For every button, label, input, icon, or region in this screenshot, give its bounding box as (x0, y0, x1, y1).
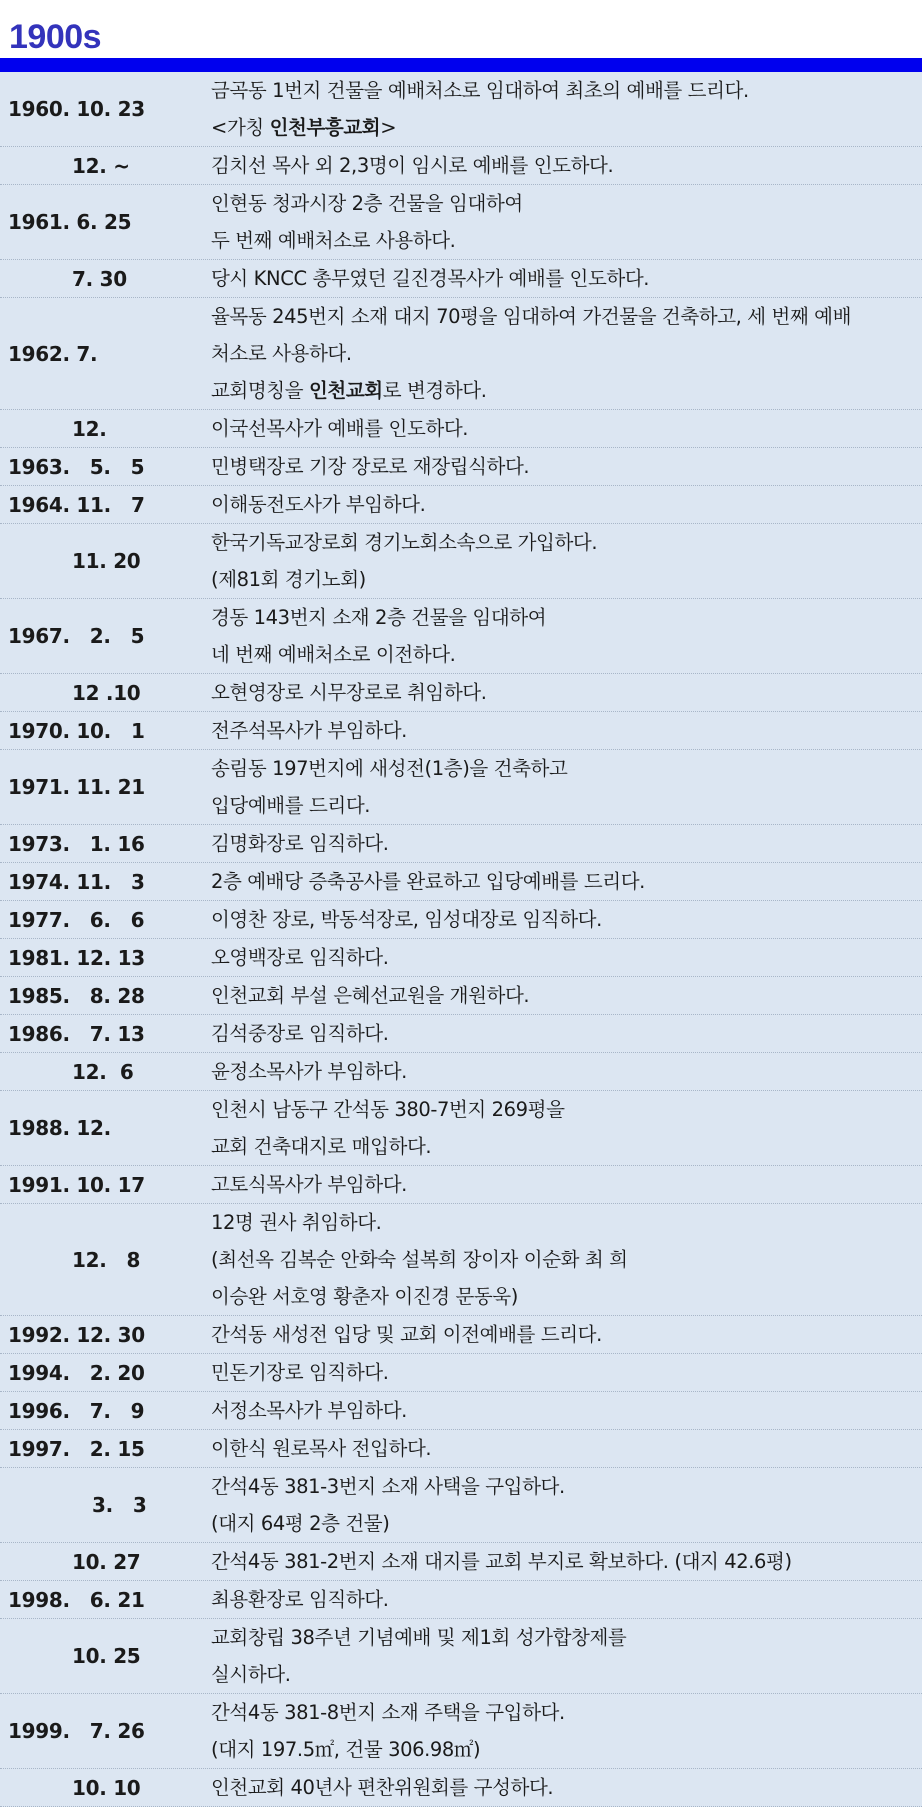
line-text: 최용환장로 임직하다. (211, 1588, 389, 1611)
timeline-row (0, 825, 922, 863)
line-text: 간석4동 381-8번지 소재 주택을 구입하다. (211, 1701, 565, 1724)
line-text: (최선옥 김복순 안화숙 설복희 장이자 이순화 최 희 (211, 1248, 628, 1271)
entry-date: 1961. 6. 25 (8, 210, 132, 234)
timeline-row (0, 901, 922, 939)
timeline-row (0, 1543, 922, 1581)
timeline-row (0, 1392, 922, 1430)
entry-date: 1997. 2. 15 (8, 1436, 145, 1461)
line-text: 인천시 남동구 간석동 380-7번지 269평을 (211, 1098, 565, 1121)
entry-description (211, 1581, 922, 1618)
timeline-row (0, 1091, 922, 1166)
entry-description (211, 1543, 922, 1580)
entry-line (211, 1354, 916, 1391)
timeline-row (0, 260, 922, 298)
entry-date: 10. 27 (72, 1549, 141, 1574)
line-text: 김석중장로 임직하다. (211, 1022, 389, 1045)
title-rule (0, 58, 922, 72)
entry-description (211, 1430, 922, 1467)
entry-date: 12 .10 (72, 680, 141, 705)
entry-date: 12. 8 (72, 1247, 141, 1272)
timeline-row (0, 410, 922, 448)
entry-description (211, 448, 922, 485)
line-text: 교회 건축대지로 매입하다. (211, 1135, 432, 1158)
entry-line (211, 1166, 916, 1203)
timeline-row (0, 1316, 922, 1354)
entry-date: 12. ~ (72, 153, 130, 178)
entry-line (211, 863, 916, 900)
entry-description (211, 147, 922, 184)
line-text: 민돈기장로 임직하다. (211, 1361, 389, 1384)
timeline-row (0, 1769, 922, 1807)
entry-line (211, 1015, 916, 1052)
entry-date: 1988. 12. (8, 1116, 111, 1140)
timeline-row (0, 674, 922, 712)
line-text: 이해동전도사가 부임하다. (211, 493, 426, 516)
line-text: 간석4동 381-3번지 소재 사택을 구입하다. (211, 1475, 565, 1498)
entry-date: 12. (72, 416, 107, 441)
entry-date: 10. 10 (72, 1775, 141, 1800)
entry-line (211, 372, 916, 409)
timeline-row (0, 1619, 922, 1694)
entry-description (211, 185, 922, 259)
entry-date: 1964. 11. 7 (8, 492, 145, 517)
entry-date: 10. 25 (72, 1644, 141, 1668)
entry-line (211, 1316, 916, 1353)
line-text: 한국기독교장로회 경기노회소속으로 가입하다. (211, 531, 598, 554)
emphasized-name: 인천부흥교회 (269, 116, 381, 139)
entry-line (211, 1731, 916, 1768)
line-text: 이한식 원로목사 전입하다. (211, 1437, 432, 1460)
entry-description (211, 1354, 922, 1391)
entry-date: 1963. 5. 5 (8, 454, 145, 479)
timeline-row (0, 298, 922, 410)
timeline-row (0, 524, 922, 599)
emphasized-name: 인천교회 (308, 379, 383, 402)
entry-description (211, 1316, 922, 1353)
entry-line (211, 787, 916, 824)
entry-description (211, 750, 922, 824)
line-text: 교회명칭을 (211, 379, 309, 402)
entry-date: 1992. 12. 30 (8, 1322, 145, 1347)
timeline-row (0, 147, 922, 185)
line-text: 전주석목사가 부임하다. (211, 719, 407, 742)
line-text: 윤정소목사가 부임하다. (211, 1060, 407, 1083)
entry-description (211, 260, 922, 297)
line-text: 이승완 서호영 황춘자 이진경 문동욱) (211, 1285, 518, 1308)
line-text: 김명화장로 임직하다. (211, 832, 389, 855)
line-text: 2층 예배당 증축공사를 완료하고 입당예배를 드리다. (211, 870, 645, 893)
entry-description (211, 1619, 922, 1693)
line-text: 고토식목사가 부임하다. (211, 1173, 407, 1196)
entry-description (211, 1053, 922, 1090)
timeline-list (0, 72, 922, 1807)
entry-date: 1999. 7. 26 (8, 1719, 145, 1743)
line-text: 입당예배를 드리다. (211, 794, 371, 817)
entry-date: 7. 30 (72, 266, 127, 291)
entry-line (211, 147, 916, 184)
line-text: (대지 197.5㎡, 건물 306.98㎡) (211, 1738, 481, 1761)
line-text: 처소로 사용하다. (211, 342, 352, 365)
entry-description (211, 486, 922, 523)
entry-description (211, 901, 922, 938)
line-text: 네 번째 예배처소로 이전하다. (211, 643, 456, 666)
timeline-row (0, 750, 922, 825)
entry-line (211, 448, 916, 485)
line-text: 12명 권사 취임하다. (211, 1211, 382, 1234)
line-text: 당시 KNCC 총무였던 길진경목사가 예배를 인도하다. (211, 267, 650, 290)
entry-line (211, 750, 916, 787)
entry-description (211, 1392, 922, 1429)
entry-line (211, 1241, 916, 1278)
entry-date: 1960. 10. 23 (8, 97, 145, 121)
entry-date: 1991. 10. 17 (8, 1172, 145, 1197)
timeline-row (0, 1581, 922, 1619)
entry-date: 1996. 7. 9 (8, 1398, 145, 1423)
entry-description (211, 674, 922, 711)
line-text: 로 변경하다. (382, 379, 487, 402)
entry-line (211, 486, 916, 523)
entry-description (211, 1204, 922, 1315)
entry-description (211, 1468, 922, 1542)
line-text: 실시하다. (211, 1663, 291, 1686)
entry-date: 1967. 2. 5 (8, 624, 145, 648)
line-text: 두 번째 예배처소로 사용하다. (211, 229, 456, 252)
entry-line (211, 72, 916, 109)
entry-line (211, 109, 916, 146)
line-text: > (380, 116, 397, 139)
entry-date: 3. 3 (72, 1493, 147, 1517)
entry-line (211, 599, 916, 636)
entry-line (211, 1543, 916, 1580)
entry-description (211, 1769, 922, 1806)
line-text: 오현영장로 시무장로로 취임하다. (211, 681, 487, 704)
line-text: <가칭 (211, 116, 270, 139)
timeline-row (0, 1166, 922, 1204)
entry-description (211, 977, 922, 1014)
entry-line (211, 222, 916, 259)
entry-description (211, 1694, 922, 1768)
entry-line (211, 1053, 916, 1090)
entry-date: 1962. 7. (8, 341, 98, 366)
entry-date: 1974. 11. 3 (8, 869, 145, 894)
entry-line (211, 260, 916, 297)
entry-line (211, 410, 916, 447)
entry-line (211, 674, 916, 711)
timeline-row (0, 863, 922, 901)
entry-line (211, 977, 916, 1014)
timeline-row (0, 939, 922, 977)
line-text: 교회창립 38주년 기념예배 및 제1회 성가합창제를 (211, 1626, 627, 1649)
timeline-row (0, 977, 922, 1015)
entry-date: 1986. 7. 13 (8, 1021, 145, 1046)
entry-date: 1998. 6. 21 (8, 1587, 145, 1612)
entry-date: 1994. 2. 20 (8, 1360, 145, 1385)
entry-line (211, 1278, 916, 1315)
entry-line (211, 335, 916, 372)
entry-line (211, 1619, 916, 1656)
entry-line (211, 1091, 916, 1128)
entry-line (211, 524, 916, 561)
line-text: (제81회 경기노회) (211, 568, 366, 591)
timeline-row (0, 448, 922, 486)
entry-date: 1985. 8. 28 (8, 983, 145, 1008)
entry-line (211, 1128, 916, 1165)
entry-date: 12. 6 (72, 1059, 134, 1084)
timeline-row (0, 1430, 922, 1468)
line-text: (대지 64평 2층 건물) (211, 1512, 390, 1535)
line-text: 경동 143번지 소재 2층 건물을 임대하여 (211, 606, 547, 629)
line-text: 금곡동 1번지 건물을 예배처소로 임대하여 최초의 예배를 드리다. (211, 79, 749, 102)
entry-line (211, 1204, 916, 1241)
entry-description (211, 524, 922, 598)
entry-description (211, 939, 922, 976)
timeline-row (0, 1468, 922, 1543)
entry-line (211, 825, 916, 862)
entry-description (211, 1166, 922, 1203)
entry-description (211, 1091, 922, 1165)
entry-date: 1977. 6. 6 (8, 907, 145, 932)
timeline-row (0, 486, 922, 524)
entry-date: 1981. 12. 13 (8, 945, 145, 970)
line-text: 간석동 새성전 입당 및 교회 이전예배를 드리다. (211, 1323, 602, 1346)
timeline-row (0, 599, 922, 674)
entry-description (211, 298, 922, 409)
entry-line (211, 712, 916, 749)
entry-line (211, 185, 916, 222)
entry-line (211, 1505, 916, 1542)
line-text: 간석4동 381-2번지 소재 대지를 교회 부지로 확보하다. (대지 42.6평) (211, 1550, 792, 1573)
line-text: 서정소목사가 부임하다. (211, 1399, 407, 1422)
timeline-row (0, 72, 922, 147)
page-title: 1900s (9, 18, 102, 56)
timeline-row (0, 1015, 922, 1053)
entry-date: 1970. 10. 1 (8, 718, 145, 743)
entry-description (211, 863, 922, 900)
line-text: 오영백장로 임직하다. (211, 946, 389, 969)
line-text: 이영찬 장로, 박동석장로, 임성대장로 임직하다. (211, 908, 602, 931)
line-text: 인천교회 부설 은혜선교원을 개원하다. (211, 984, 530, 1007)
timeline-row (0, 1694, 922, 1769)
entry-line (211, 1468, 916, 1505)
entry-date: 1971. 11. 21 (8, 775, 145, 799)
entry-line (211, 298, 916, 335)
line-text: 김치선 목사 외 2,3명이 임시로 예배를 인도하다. (211, 154, 614, 177)
line-text: 율목동 245번지 소재 대지 70평을 임대하여 가건물을 건축하고, 세 번째 예배 (211, 305, 852, 328)
timeline-row (0, 1354, 922, 1392)
entry-description (211, 599, 922, 673)
entry-line (211, 1769, 916, 1806)
entry-description (211, 72, 922, 146)
entry-line (211, 939, 916, 976)
entry-description (211, 825, 922, 862)
line-text: 인천교회 40년사 편찬위원회를 구성하다. (211, 1776, 554, 1799)
entry-description (211, 410, 922, 447)
entry-line (211, 1656, 916, 1693)
entry-line (211, 1430, 916, 1467)
entry-line (211, 1694, 916, 1731)
timeline-row (0, 1053, 922, 1091)
timeline-row (0, 185, 922, 260)
line-text: 인현동 청과시장 2층 건물을 임대하여 (211, 192, 523, 215)
line-text: 민병택장로 기장 장로로 재장립식하다. (211, 455, 530, 478)
entry-line (211, 561, 916, 598)
entry-date: 1973. 1. 16 (8, 831, 145, 856)
line-text: 송림동 197번지에 새성전(1층)을 건축하고 (211, 757, 568, 780)
timeline-row (0, 1204, 922, 1316)
entry-description (211, 1015, 922, 1052)
entry-line (211, 1581, 916, 1618)
timeline-row (0, 712, 922, 750)
entry-line (211, 1392, 916, 1429)
entry-line (211, 636, 916, 673)
entry-line (211, 901, 916, 938)
entry-date: 11. 20 (72, 549, 141, 573)
line-text: 이국선목사가 예배를 인도하다. (211, 417, 469, 440)
entry-description (211, 712, 922, 749)
